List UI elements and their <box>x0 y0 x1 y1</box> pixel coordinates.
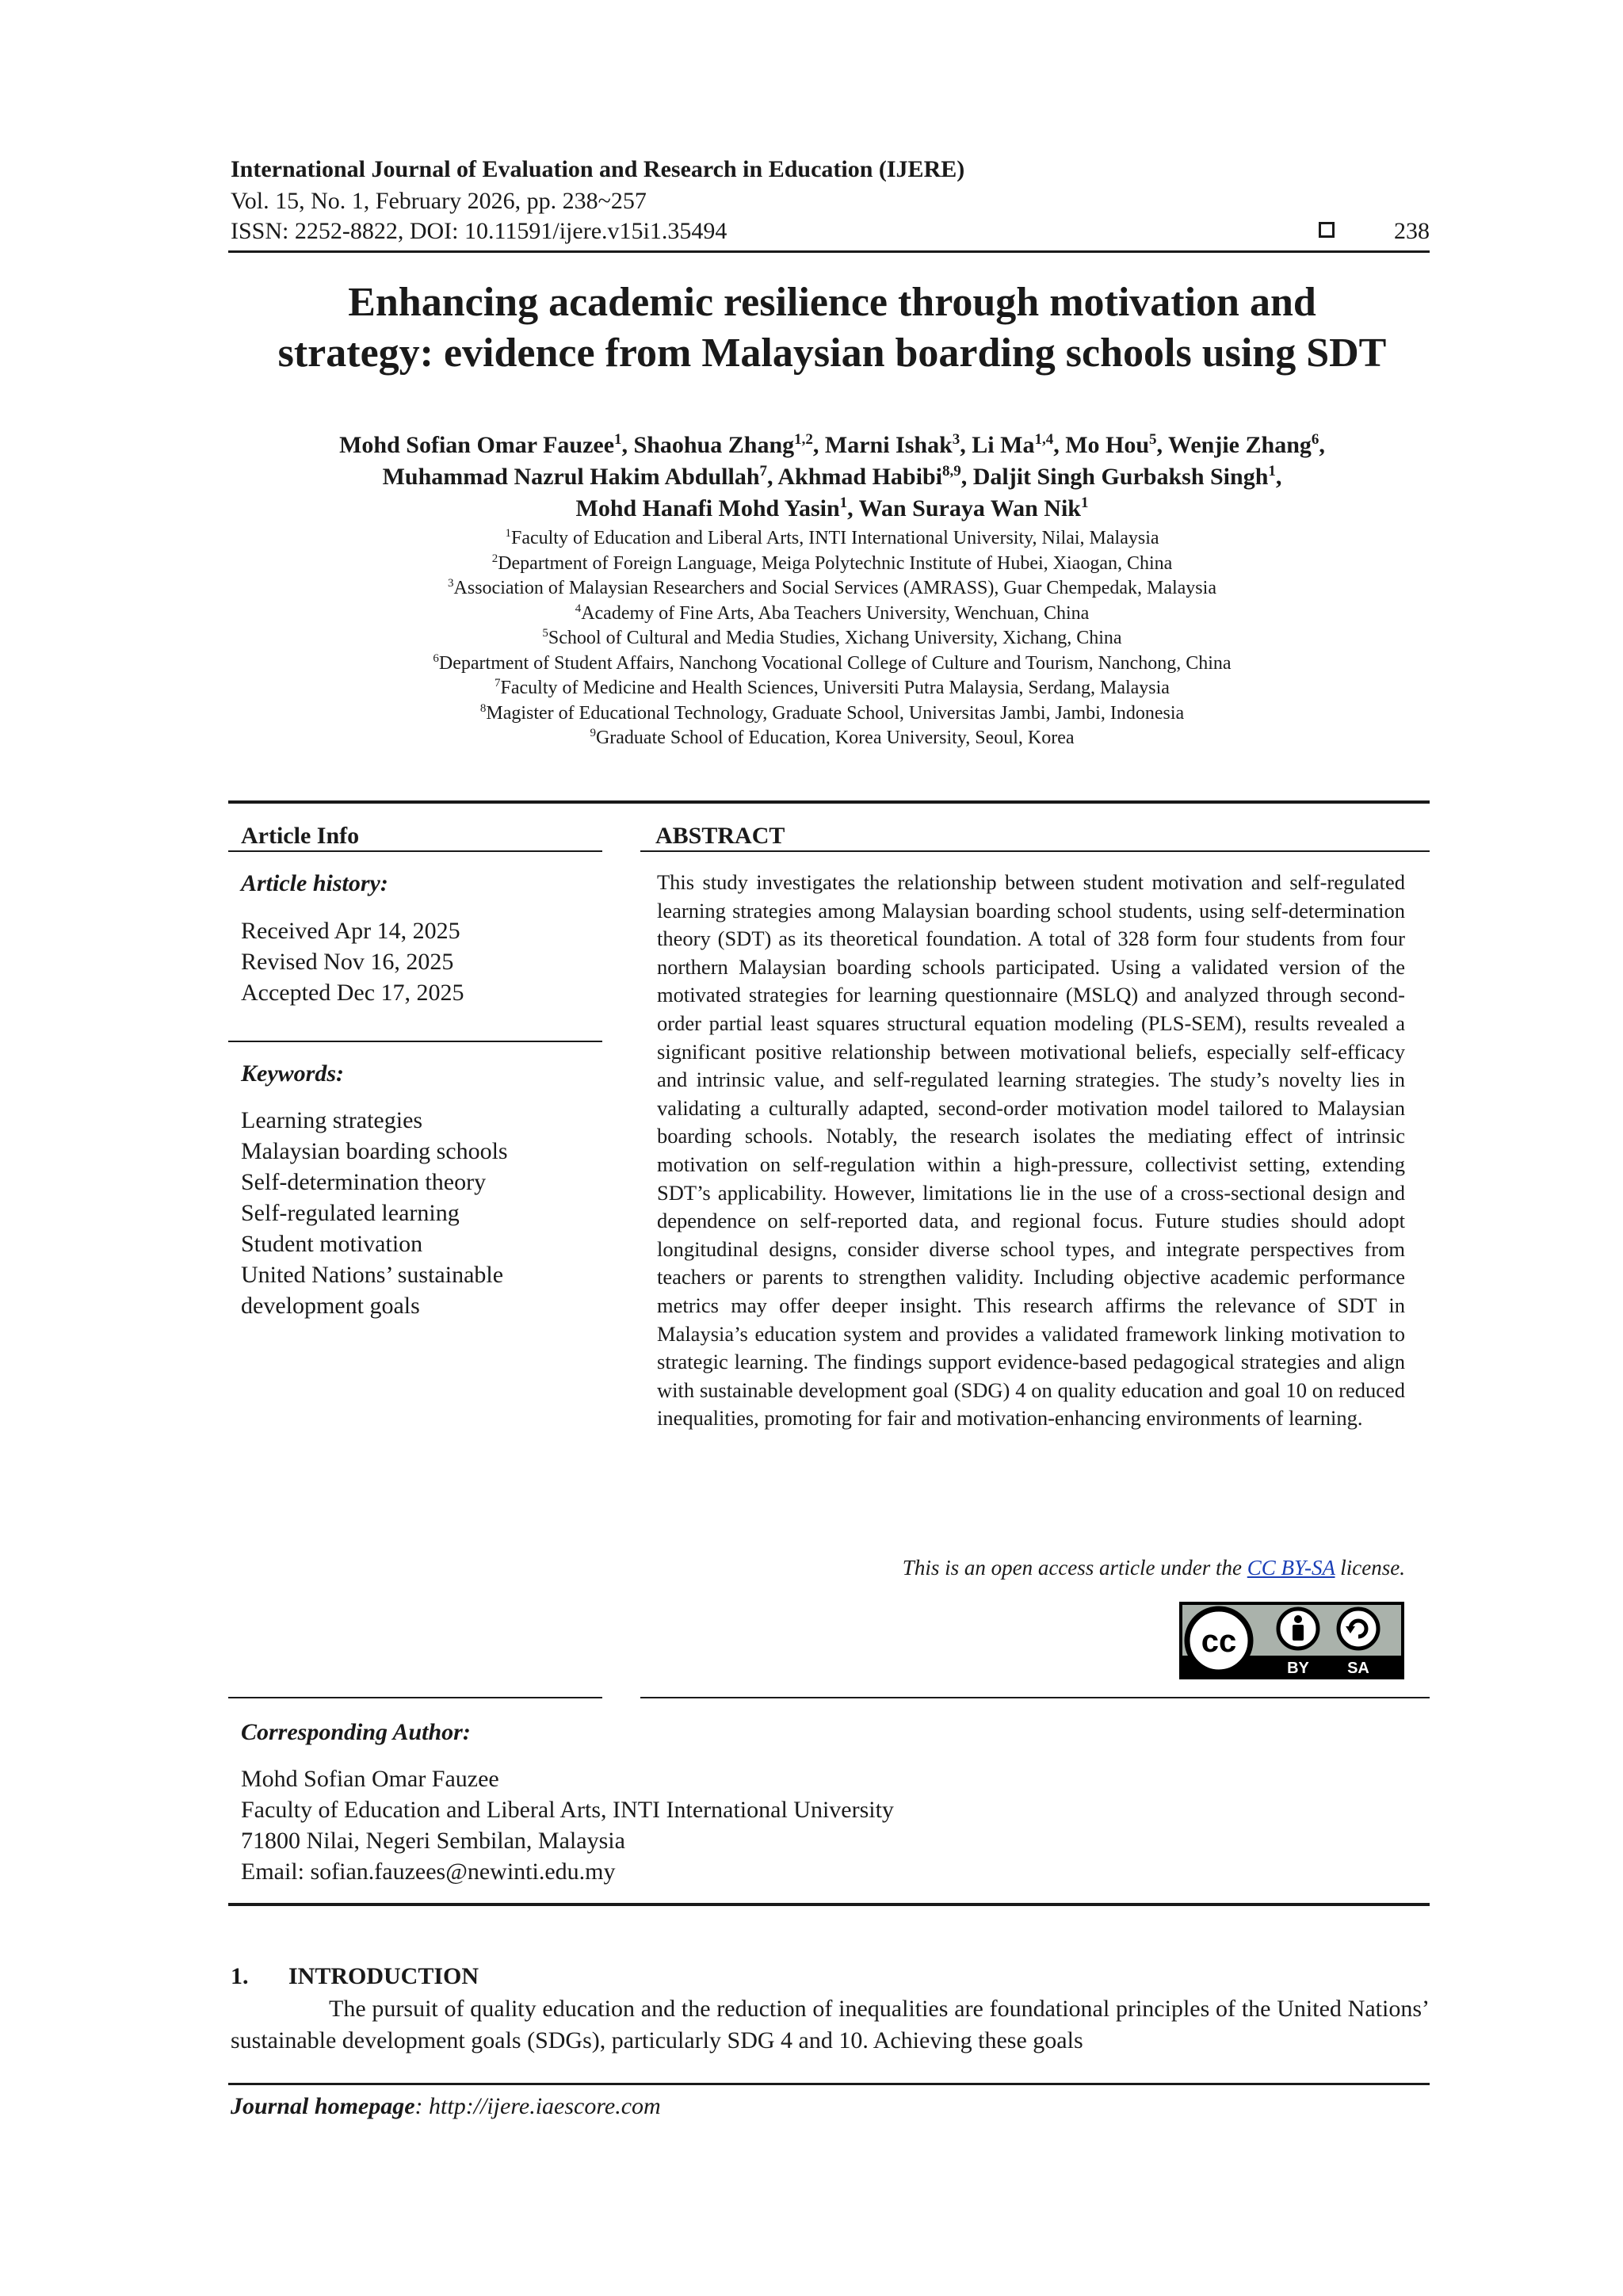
section-number: 1. <box>231 1963 249 1989</box>
author-affiliation-mark: 8,9 <box>941 463 961 479</box>
author-name: Daljit Singh Gurbaksh Singh <box>972 464 1269 490</box>
keyword-item: development goals <box>241 1293 420 1319</box>
author-affiliation-mark: 5 <box>1149 431 1157 448</box>
article-info-rule <box>228 850 602 852</box>
square-icon <box>1319 222 1335 238</box>
author-name: Mohd Sofian Omar Fauzee <box>339 432 615 458</box>
homepage-label: Journal homepage <box>231 2093 415 2119</box>
journal-name: International Journal of Evaluation and Research in Education (IJERE) <box>231 156 965 182</box>
affiliation-mark: 8 <box>479 701 487 715</box>
author-affiliation-mark: 1 <box>614 431 622 448</box>
affiliation-text: Faculty of Education and Liberal Arts, INTI International University, Nilai, Malaysia <box>510 528 1159 548</box>
affiliation-item <box>158 552 1506 577</box>
affiliation-mark: 5 <box>542 627 548 640</box>
affiliation-item <box>158 626 1506 651</box>
abstract-rule <box>640 850 1430 852</box>
abstract-text: This study investigates the relationship between student motivation and self-regulated learning strategies among Malaysian boarding school students, using self-determination theory (SDT) as its theoretical foundation. A total of 328 form four students from four northern Malaysian boarding schools participated. Using a validated version of the motivated strategies for learning questionnaire (MSLQ) and analyzed through second-order partial least squares structural equation modeling (PLS-SEM), results revealed a significant positive relationship between motivational beliefs, especially self-efficacy and intrinsic value, and self-regulated learning strategies. The study’s novelty lies in validating a culturally adapted, second-order motivation model tailored to Malaysian boarding schools. Notably, the research isolates the mediating effect of intrinsic motivation on self-regulation within a high-pressure, collectivist setting, extending SDT’s applicability. However, limitations lie in the use of a cross-sectional design and dependence on self-reported data, and regional focus. Future studies should adopt longitudinal designs, consider diverse school types, and integrate perspectives from teachers or parents to strengthen validity. Including objective academic performance metrics may offer deeper insight. This research affirms the relevance of SDT in Malaysia’s education system and provides a validated framework linking motivation to strategic learning. The findings support evidence-based pedagogical strategies and align with sustainable development goal (SDG) 4 on quality education and goal 10 on reduced inequalities, promoting for fair and motivation-enhancing environments of learning. <box>657 870 1405 1431</box>
affiliation-text: Department of Foreign Language, Meiga Polytechnic Institute of Hubei, Xiaogan, China <box>498 552 1173 574</box>
history-received: Received Apr 14, 2025 <box>241 918 460 944</box>
affiliation-item <box>158 726 1506 751</box>
affiliation-text: Magister of Educational Technology, Graduate School, Universitas Jambi, Jambi, Indonesia <box>486 702 1185 724</box>
affiliation-mark: 2 <box>491 552 498 565</box>
affiliation-text: Association of Malaysian Researchers and Social Services (AMRASS), Guar Chempedak, Malaysia <box>453 578 1216 598</box>
section-heading-introduction <box>231 1962 479 1991</box>
keyword-item: Self-regulated learning <box>241 1200 460 1226</box>
author-name: Wan Suraya Wan Nik <box>858 495 1081 521</box>
affiliation-item <box>158 526 1506 552</box>
license-link[interactable]: CC BY-SA <box>1247 1556 1335 1580</box>
keyword-item: Self-determination theory <box>241 1169 487 1195</box>
affiliation-mark: 3 <box>448 577 454 590</box>
author-name: Marni Ishak <box>824 432 953 458</box>
journal-homepage <box>231 2092 661 2121</box>
info-top-rule <box>228 800 1430 804</box>
keywords-heading: Keywords: <box>241 1060 344 1087</box>
paper-title <box>158 277 1506 379</box>
keywords-rule <box>228 1041 602 1042</box>
corresponding-author-affiliation: Faculty of Education and Liberal Arts, INTI International University <box>241 1797 894 1823</box>
title-line-1: Enhancing academic resilience through motivation and <box>348 280 1316 325</box>
license-suffix: license. <box>1335 1556 1405 1580</box>
affiliation-item <box>158 701 1506 727</box>
author-list <box>158 430 1506 525</box>
page-number: 238 <box>1394 218 1430 244</box>
affiliation-list <box>158 526 1506 751</box>
author-name: Mo Hou <box>1065 432 1150 458</box>
license-prefix: This is an open access article under the <box>902 1556 1247 1580</box>
affiliation-text: Department of Student Affairs, Nanchong Vocational College of Culture and Tourism, Nanchong, China <box>438 652 1232 674</box>
affiliation-item <box>158 602 1506 627</box>
badge-sa-label: SA <box>1347 1660 1369 1677</box>
affiliation-mark: 6 <box>433 651 439 665</box>
author-affiliation-mark: 1 <box>839 495 848 511</box>
author-name: Wenjie Zhang <box>1168 432 1312 458</box>
author-name: Akhmad Habibi <box>777 464 942 490</box>
affiliation-text: Faculty of Medicine and Health Sciences, Universiti Putra Malaysia, Serdang, Malaysia <box>500 678 1170 698</box>
badge-by-label: BY <box>1287 1660 1309 1677</box>
title-line-2: strategy: evidence from Malaysian boarding schools using SDT <box>277 330 1387 376</box>
affiliation-text: Graduate School of Education, Korea University, Seoul, Korea <box>595 728 1075 748</box>
author-affiliation-mark: 1 <box>1268 463 1276 479</box>
history-accepted: Accepted Dec 17, 2025 <box>241 980 464 1006</box>
corresponding-author-heading: Corresponding Author: <box>241 1719 471 1745</box>
corresponding-author-email: Email: sofian.fauzees@newinti.edu.my <box>241 1859 616 1885</box>
article-history-heading: Article history: <box>241 870 388 896</box>
author-name: Muhammad Nazrul Hakim Abdullah <box>382 464 760 490</box>
affiliation-item <box>158 651 1506 677</box>
author-name: Shaohua Zhang <box>633 432 795 458</box>
affiliation-mark: 9 <box>590 727 596 739</box>
keyword-item: Student motivation <box>241 1231 423 1257</box>
abstract-heading: ABSTRACT <box>655 823 785 849</box>
keyword-item: United Nations’ sustainable <box>241 1262 504 1288</box>
introduction-paragraph: The pursuit of quality education and the reduction of inequalities are foundational principles of the United Nations’ sustainable development goals (SDGs), particularly SDG 4 and 10. Achieving these goals <box>231 1996 1430 2053</box>
author-line-3: Mohd Hanafi Mohd Yasin$^1$, Wan Suraya Wan Nik$^1$ <box>575 495 1089 521</box>
journal-issn-doi: ISSN: 2252-8822, DOI: 10.11591/ijere.v15i1.35494 <box>231 218 727 244</box>
author-affiliation-mark: 6 <box>1311 431 1319 448</box>
header-rule <box>228 250 1430 253</box>
info-bottom-rule-right <box>640 1697 1430 1698</box>
corresponding-author-name: Mohd Sofian Omar Fauzee <box>241 1766 499 1792</box>
affiliation-item <box>158 576 1506 602</box>
corresponding-bottom-rule <box>228 1903 1430 1906</box>
author-affiliation-mark: 1,4 <box>1034 431 1054 448</box>
author-affiliation-mark: 3 <box>952 431 960 448</box>
footer-rule <box>228 2083 1430 2085</box>
homepage-url[interactable]: : http://ijere.iaescore.com <box>414 2093 661 2119</box>
section-title: INTRODUCTION <box>288 1963 479 1989</box>
affiliation-text: Academy of Fine Arts, Aba Teachers University, Wenchuan, China <box>581 602 1090 624</box>
keyword-item: Malaysian boarding schools <box>241 1138 508 1164</box>
affiliation-mark: 4 <box>575 602 582 615</box>
svg-text:cc: cc <box>1201 1624 1237 1659</box>
author-affiliation-mark: 1 <box>1081 495 1089 511</box>
author-name: Li Ma <box>972 432 1035 458</box>
info-bottom-rule-left <box>228 1697 602 1698</box>
author-affiliation-mark: 1,2 <box>794 431 813 448</box>
article-info-heading: Article Info <box>241 823 360 849</box>
history-revised: Revised Nov 16, 2025 <box>241 949 454 975</box>
author-line-1: Mohd Sofian Omar Fauzee$^1$, Shaohua Zhang$^{1,2}$, Marni Ishak$^3$, Li Ma$^{1,4}$, Mo Hou$^5$, Wenjie Zhang$^6$, <box>339 431 1325 458</box>
affiliation-mark: 7 <box>495 677 501 690</box>
keyword-item: Learning strategies <box>241 1107 423 1133</box>
affiliation-text: School of Cultural and Media Studies, Xichang University, Xichang, China <box>548 628 1122 648</box>
author-affiliation-mark: 7 <box>759 463 768 479</box>
affiliation-item <box>158 676 1506 701</box>
author-name: Mohd Hanafi Mohd Yasin <box>575 495 840 521</box>
journal-volume: Vol. 15, No. 1, February 2026, pp. 238~257 <box>231 188 647 214</box>
affiliation-mark: 1 <box>505 527 511 540</box>
corresponding-author-address: 71800 Nilai, Negeri Sembilan, Malaysia <box>241 1828 625 1854</box>
author-line-2: Muhammad Nazrul Hakim Abdullah$^7$, Akhmad Habibi$^{8,9}$, Daljit Singh Gurbaksh Singh$^1$, <box>382 463 1282 490</box>
cc-by-sa-license-icon[interactable] <box>1179 1602 1404 1679</box>
license-statement <box>657 1553 1405 1582</box>
